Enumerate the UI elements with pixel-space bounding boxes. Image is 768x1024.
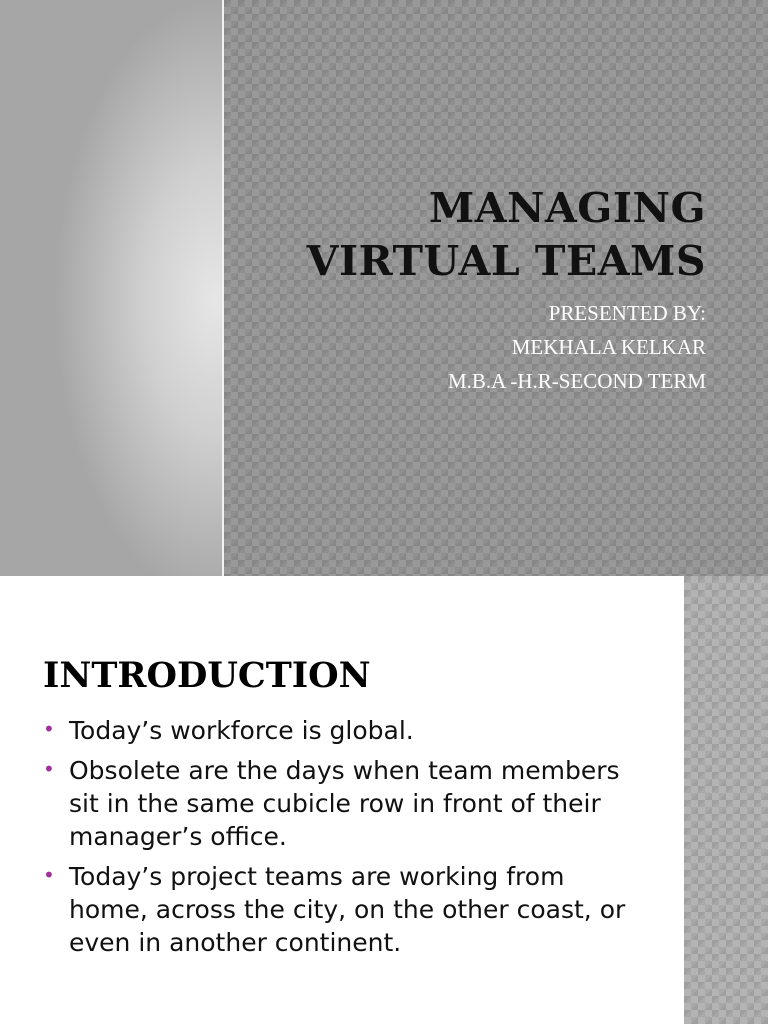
title-block [307,182,706,288]
list-item [43,754,643,853]
introduction-slide [0,576,768,1024]
subtitle-block [448,296,706,398]
patterned-background [224,0,768,576]
presenter-program: M.B.A -H.R-SECOND TERM [447,369,706,393]
bullet-icon: • [43,863,55,887]
slide-title-line-1: MANAGING [428,184,706,232]
bullet-icon: • [43,717,55,741]
bullet-text: Today’s workforce is global. [69,716,414,745]
introduction-heading: INTRODUCTION [43,655,371,696]
bullet-icon: • [43,757,55,781]
bullet-list [43,714,643,966]
list-item [43,860,643,959]
list-item [43,714,643,747]
patterned-side-strip [684,576,768,1024]
bullet-text: Today’s project teams are working from home, across the city, on the other coast, or even in another continent. [69,862,626,957]
presenter-name: MEKHALA KELKAR [511,335,706,359]
left-gradient-panel [0,0,222,576]
presented-by-label: PRESENTED BY: [548,301,706,325]
slide-title-line-2: VIRTUAL TEAMS [306,237,706,285]
bullet-text: Obsolete are the days when team members sit in the same cubicle row in front of their manager’s office. [69,756,620,851]
